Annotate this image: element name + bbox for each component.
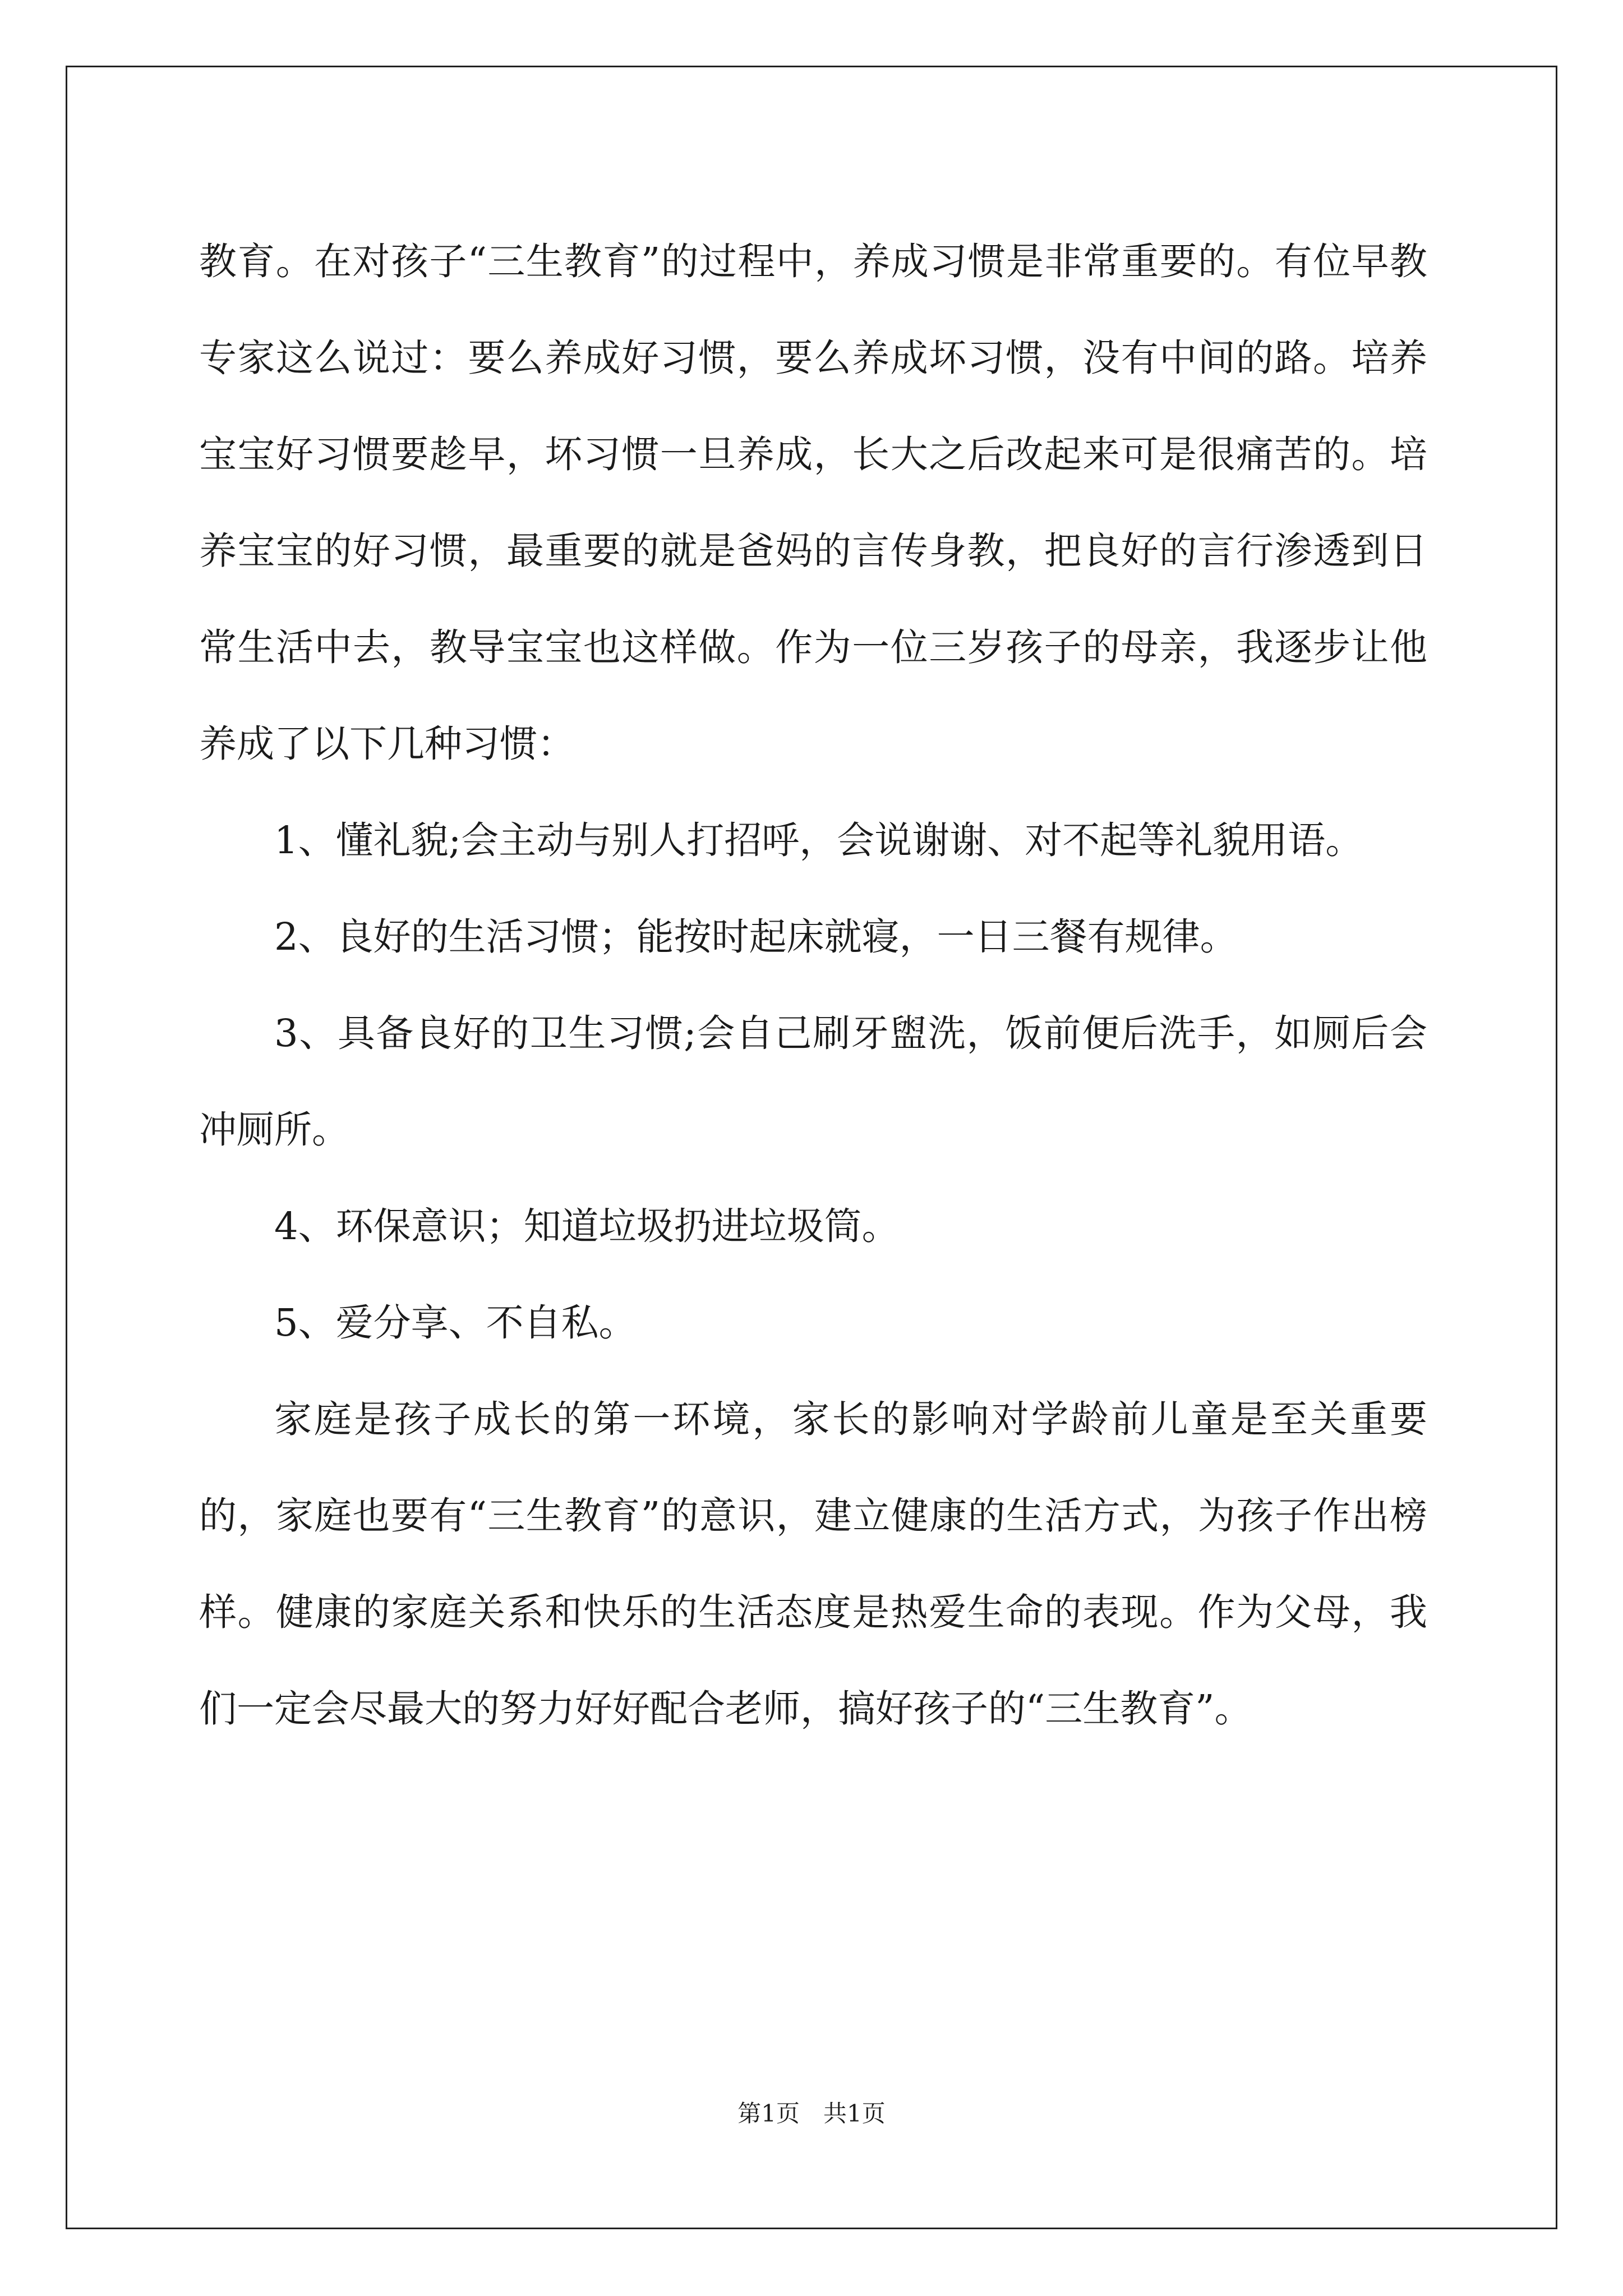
paragraph-conclusion: 家庭是孩子成长的第一环境，家长的影响对学龄前儿童是至关重要的，家庭也要有“三生教育”的意识，建立健康的生活方式，为孩子作出榜样。健康的家庭关系和快乐的生活态度是热爱生命的表现。作为父母，我们一定会尽最大的努力好好配合老师，搞好孩子的“三生教育”。 <box>199 1397 1427 1731</box>
list-item-3: 3、具备良好的卫生习惯;会自己刷牙盥洗，饭前便后洗手，如厕后会冲厕所。 <box>199 1011 1427 1152</box>
list-item-4: 4、环保意识；知道垃圾扔进垃圾筒。 <box>274 1204 900 1248</box>
page-number: 第1页 共1页 <box>737 2100 886 2127</box>
list-item-1: 1、懂礼貌;会主动与别人打招呼，会说谢谢、对不起等礼貌用语。 <box>274 818 1363 862</box>
list-item-2: 2、良好的生活习惯；能按时起床就寝，一日三餐有规律。 <box>274 915 1238 959</box>
list-item-5: 5、爱分享、不自私。 <box>274 1301 637 1345</box>
document-body <box>199 213 1427 1757</box>
paragraph-intro: 教育。在对孩子“三生教育”的过程中，养成习惯是非常重要的。有位早教专家这么说过：要么养成好习惯，要么养成坏习惯，没有中间的路。培养宝宝好习惯要趁早，坏习惯一旦养成，长大之后改起来可是很痛苦的。培养宝宝的好习惯，最重要的就是爸妈的言传身教，把良好的言行渗透到日常生活中去，教导宝宝也这样做。作为一位三岁孩子的母亲，我逐步让他养成了以下几种习惯： <box>199 240 1427 766</box>
